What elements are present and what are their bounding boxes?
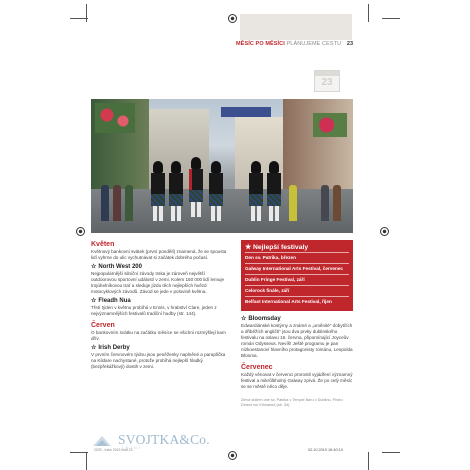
- event-title-derby: ☆ Irish Derby: [91, 345, 130, 351]
- festival-item: Den sv. Patrika, březen: [245, 252, 349, 263]
- running-head: [236, 41, 353, 47]
- print-timestamp: 02.10.2019 16:40:10: [308, 448, 343, 452]
- calendar-number: 23: [321, 77, 333, 88]
- crop-mark: [86, 452, 87, 470]
- print-slug: 2029 - Irsko 2019 indd 23: [94, 448, 133, 452]
- star-icon: ☆: [91, 298, 97, 304]
- month-heading-kveten: Květen: [91, 241, 115, 248]
- nw200-text: Nejpopulárnější silniční závody Irska je zároveň největší outdoorovou sportovní událostí v zemi. Kolem 150 000 lidí lemuje trojúhelníkovou trať a sleduje jízdu těch nejlepších hvězd motocyklových závodů. Závod se jede v polovině května.: [91, 271, 225, 294]
- top-festivals-title: ★ Nejlepší festivaly: [245, 244, 309, 251]
- publisher-logo-sub: LETNÍ: [122, 446, 142, 450]
- kveten-text: Květnový bankovní svátek (první pondělí) znamená, že se spousta lidí vyhrne do ulic vychutnávat si začátek dobrého počasí.: [91, 249, 227, 260]
- registration-mark-icon: [76, 227, 85, 236]
- crop-mark: [86, 4, 87, 22]
- event-title-fleadh: ☆ Fleadh Nua: [91, 298, 131, 304]
- photo-caption: Zleva sídlem dne sv. Patrika v Temple Baru v Dublinu, Photo Dinest nor Kihnannd (str. 34): [241, 398, 343, 407]
- festival-item: Galway International Arts Festival, červenec: [245, 263, 349, 274]
- crop-mark: [368, 4, 369, 22]
- right-column: [241, 240, 353, 408]
- left-column: [91, 240, 231, 370]
- festival-item: Belfast International Arts Festival, říjen: [245, 296, 349, 307]
- event-title-nw200: ☆ North West 200: [91, 264, 142, 270]
- bagpipe-parade-photo: [91, 99, 353, 233]
- star-icon: ★: [245, 244, 253, 251]
- page-number: 23: [346, 41, 354, 47]
- star-icon: ☆: [241, 316, 247, 322]
- bloomsday-text: Edwardiánské kostýmy a známé a „uměnité“ dobytčích a dřiběžích angličtí“ jsou dva prvky dublinského festivalu na oslavu 16. června, připomínající Joyceův román Odysseus. Nevíš! Ještě programu je pan nízkoestanoví hlavního protagonisty románu, Leopolda Blooma.: [241, 323, 353, 358]
- month-heading-cervenec: Červenec: [241, 364, 273, 371]
- registration-mark-icon: [228, 451, 237, 460]
- crop-mark: [382, 18, 400, 19]
- registration-mark-icon: [228, 14, 237, 23]
- event-title-bloomsday: ☆ Bloomsday: [241, 316, 281, 322]
- cerven-text: O bankovním svátku na začátku měsíce se všichni rozmýšlejí kam dřív.: [91, 330, 226, 341]
- publisher-logo-icon: [92, 434, 112, 448]
- calendar-icon: [314, 70, 340, 92]
- running-head-section: MĚSÍC PO MĚSÍCI: [236, 41, 285, 47]
- cervenec-text: Každý věnovat v červenci prorostil vyjádření významný festival a mikrůlbholný Galway zpívá. Že po celý měsíc se se městě něco děje.: [241, 372, 353, 389]
- festival-item: Celorock finále, září: [245, 285, 349, 296]
- registration-mark-icon: [380, 227, 389, 236]
- crop-mark: [368, 452, 369, 470]
- derby-text: V prvním červnovém týdnu jsou peněženky naplněné a paraplíčka na Kildare nachystané, protože probíhá nejlepší hladký (bezpřekážkový) dostih v zemi.: [91, 352, 226, 369]
- fleadh-text: Třetí týden v květnu probíhá v Ennis, v hrabství Clare, jeden z nejvýznamnějších festivalů tradiční hudby (str. 144).: [91, 305, 217, 316]
- page-tab: [240, 14, 352, 40]
- star-icon: ☆: [91, 345, 97, 351]
- publisher-logo: SVOJTKA&Co.: [118, 432, 210, 447]
- crop-mark: [382, 452, 400, 453]
- running-head-chapter: PLÁNUJEME CESTU: [286, 41, 342, 47]
- star-icon: ☆: [91, 264, 97, 270]
- month-heading-cerven: Červen: [91, 322, 115, 329]
- top-festivals-box: [241, 240, 353, 311]
- festival-item: Dublin Fringe Festival, září: [245, 274, 349, 285]
